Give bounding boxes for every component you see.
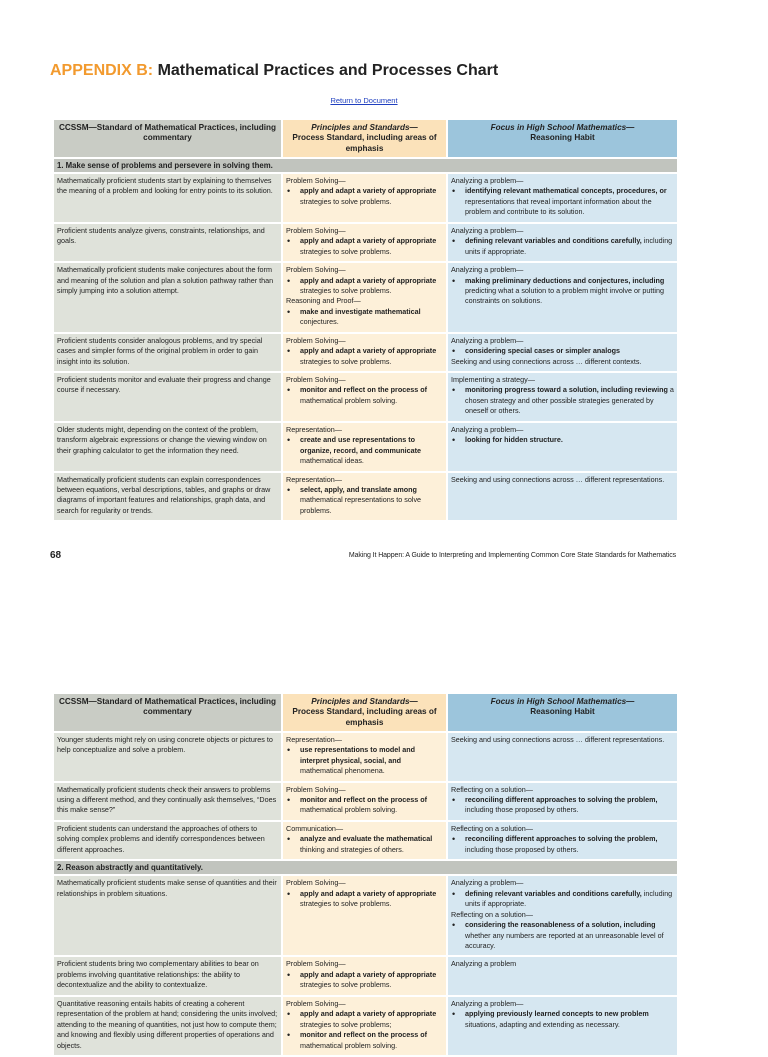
table-row [54, 473, 677, 521]
process-standard-cell [283, 733, 446, 781]
practices-table-2 [52, 692, 679, 1057]
reasoning-habit-cell [448, 957, 677, 994]
header-principles: Principles and Standards— Process Standard, including areas of emphasis [283, 694, 446, 731]
bullet-item [286, 1030, 443, 1051]
bullet-item [451, 889, 674, 910]
bullet-bold-text: use representations to model and interpret physical, social, and [300, 745, 416, 765]
reasoning-habit-cell [448, 473, 677, 521]
bullet-bold-text: apply and adapt a variety of appropriate [300, 275, 437, 285]
category-label: Analyzing a problem— [451, 265, 524, 275]
bullet-bold-text: monitor and reflect on the process of [300, 1030, 427, 1040]
category-label: Reflecting on a solution— [451, 909, 533, 919]
category-label: Problem Solving— [286, 959, 346, 969]
bullet-text: including those proposed by others. [465, 844, 579, 854]
bullet-bold-text: apply and adapt a variety of appropriate [300, 186, 437, 196]
title-text: Mathematical Practices and Processes Chart [157, 62, 499, 79]
category-label: Reflecting on a solution— [451, 784, 533, 794]
section-header-row [54, 159, 677, 172]
commentary-text: Mathematically proficient students start by explaining to themselves the meaning of a problem and looking for entry points to its solution. [57, 176, 273, 196]
header-focus: Focus in High School Mathematics— Reasoning Habit [448, 694, 677, 731]
process-standard-cell [283, 373, 446, 421]
bullet-text: including units if appropriate. [465, 888, 673, 909]
process-standard-cell [283, 224, 446, 261]
practice-commentary-cell [54, 423, 281, 471]
bullet-item [286, 346, 443, 367]
category-label: Analyzing a problem— [451, 335, 524, 345]
bullet-bold-text: defining relevant variables and conditions carefully, [465, 236, 642, 246]
bullet-bold-text: create and use representations to organize, record, and communicate [300, 435, 422, 455]
process-standard-cell [283, 783, 446, 820]
reasoning-habit-cell [448, 733, 677, 781]
commentary-text: Older students might, depending on the context of the problem, transform algebraic expressions or change the viewing window on their graphing calculator to get the information they need. [57, 424, 267, 455]
bullet-item [286, 970, 443, 991]
practice-commentary-cell [54, 224, 281, 261]
bullet-item [286, 186, 443, 207]
category-label: Analyzing a problem— [451, 998, 524, 1008]
page-title [50, 62, 498, 80]
page-number: 68 [50, 550, 62, 561]
bullet-text: strategies to solve problems. [300, 246, 392, 256]
reasoning-habit-cell [448, 224, 677, 261]
practice-commentary-cell [54, 876, 281, 955]
bullet-item [286, 1009, 443, 1030]
table-row [54, 997, 677, 1055]
bullet-text: whether any numbers are reported at an unreasonable level of accuracy. [465, 930, 664, 951]
commentary-text: Mathematically proficient students can explain correspondences between equations, verbal descriptions, tables, and graphs or draw diagrams of important features and relationships, graph data, and search for regularity or trends. [57, 474, 271, 515]
section-title: 1. Make sense of problems and persevere in solving them. [54, 159, 677, 172]
bullet-text: mathematical problem solving. [300, 1040, 398, 1050]
bullet-bold-text: considering the reasonableness of a solution, including [465, 920, 656, 930]
header-ccssm: CCSSM—Standard of Mathematical Practices, including commentary [54, 694, 281, 731]
bullet-item [286, 795, 443, 816]
category-label: Problem Solving— [286, 265, 346, 275]
category-label: Reasoning and Proof— [286, 296, 361, 306]
table-row [54, 876, 677, 955]
bullet-text: thinking and strategies of others. [300, 844, 404, 854]
bullet-item [286, 834, 443, 855]
category-label: Analyzing a problem— [451, 225, 524, 235]
category-label: Implementing a strategy— [451, 375, 535, 385]
bullet-bold-text: reconciling different approaches to solving the problem, [465, 794, 658, 804]
table-row [54, 263, 677, 332]
process-standard-cell [283, 822, 446, 859]
bullet-item [286, 276, 443, 297]
bullet-text: strategies to solve problems. [300, 980, 392, 990]
table-row [54, 957, 677, 994]
bullet-item [286, 307, 443, 328]
commentary-text: Mathematically proficient students check their answers to problems using a different method, and they continually ask themselves, “Does this make sense?” [57, 784, 277, 815]
reasoning-habit-cell [448, 997, 677, 1055]
bullet-item [451, 236, 674, 257]
section-header-row [54, 861, 677, 874]
bullet-item [286, 236, 443, 257]
category-label: Analyzing a problem— [451, 176, 524, 186]
bullet-bold-text: apply and adapt a variety of appropriate [300, 969, 437, 979]
process-standard-cell [283, 334, 446, 371]
practice-commentary-cell [54, 373, 281, 421]
category-label: Analyzing a problem [451, 959, 517, 969]
category-label: Analyzing a problem— [451, 878, 524, 888]
section-title: 2. Reason abstractly and quantitatively. [54, 861, 677, 874]
practice-commentary-cell [54, 334, 281, 371]
bullet-bold-text: make and investigate mathematical [300, 306, 421, 316]
bullet-item [451, 346, 674, 356]
bullet-text: predicting what a solution to a problem might involve or putting constraints on solutions. [465, 285, 664, 306]
process-standard-cell [283, 263, 446, 332]
commentary-text: Proficient students consider analogous problems, and try special cases and simpler forms of the original problem in order to gain insight into its solution. [57, 335, 263, 366]
commentary-text: Mathematically proficient students make conjectures about the form and meaning of the solution and plan a solution pathway rather than simply jumping into a solution attempt. [57, 265, 274, 295]
bullet-text: situations, adapting and extending as necessary. [465, 1019, 620, 1029]
practice-commentary-cell [54, 957, 281, 994]
bullet-item [451, 276, 674, 307]
appendix-label: APPENDIX B: [50, 62, 154, 79]
bullet-text: including those proposed by others. [465, 805, 579, 815]
category-label: Problem Solving— [286, 176, 346, 186]
reasoning-habit-cell [448, 174, 677, 222]
practice-commentary-cell [54, 174, 281, 222]
category-label: Problem Solving— [286, 878, 346, 888]
reasoning-habit-cell [448, 334, 677, 371]
category-label: Representation— [286, 474, 342, 484]
bullet-bold-text: defining relevant variables and conditions carefully, [465, 888, 642, 898]
commentary-text: Proficient students analyze givens, constraints, relationships, and goals. [57, 225, 265, 246]
table-row [54, 174, 677, 222]
category-label: Seeking and using connections across … different contexts. [451, 356, 642, 366]
bullet-bold-text: considering special cases or simpler analogs [465, 346, 620, 356]
commentary-text: Proficient students can understand the approaches of others to solving complex problems and identify correspondences between different approaches. [57, 823, 265, 854]
bullet-item [451, 435, 674, 445]
reasoning-habit-cell [448, 876, 677, 955]
commentary-text: Proficient students bring two complementary abilities to bear on problems involving quantitative relationships: the ability to decontextualize and the ability to contextualize. [57, 959, 259, 990]
bullet-item [286, 485, 443, 516]
bullet-bold-text: analyze and evaluate the mathematical [300, 834, 433, 844]
practice-commentary-cell [54, 783, 281, 820]
bullet-item [286, 385, 443, 406]
category-label: Problem Solving— [286, 375, 346, 385]
bullet-bold-text: applying previously learned concepts to new problem [465, 1009, 649, 1019]
table-row [54, 822, 677, 859]
category-label: Reflecting on a solution— [451, 823, 533, 833]
bullet-item [451, 795, 674, 816]
bullet-text: mathematical representations to solve problems. [300, 495, 422, 515]
bullet-text: mathematical problem solving. [300, 805, 398, 815]
category-label: Communication— [286, 823, 344, 833]
bullet-bold-text: apply and adapt a variety of appropriate [300, 236, 437, 246]
category-label: Problem Solving— [286, 335, 346, 345]
bullet-text: conjectures. [300, 317, 339, 327]
table-row [54, 373, 677, 421]
bullet-bold-text: apply and adapt a variety of appropriate [300, 346, 437, 356]
bullet-item [451, 920, 674, 951]
bullet-text: mathematical phenomena. [300, 766, 385, 776]
header-focus: Focus in High School Mathematics— Reasoning Habit [448, 120, 677, 157]
reasoning-habit-cell [448, 423, 677, 471]
bullet-item [451, 186, 674, 217]
bullet-bold-text: monitoring progress toward a solution, including reviewing [465, 385, 668, 395]
bullet-text: strategies to solve problems. [300, 285, 392, 295]
table-row [54, 733, 677, 781]
reasoning-habit-cell [448, 373, 677, 421]
practice-commentary-cell [54, 733, 281, 781]
commentary-text: Younger students might rely on using concrete objects or pictures to help conceptualize and solve a problem. [57, 734, 273, 755]
category-label: Problem Solving— [286, 998, 346, 1008]
bullet-bold-text: identifying relevant mathematical concepts, procedures, or [465, 186, 667, 196]
table-row [54, 224, 677, 261]
commentary-text: Quantitative reasoning entails habits of creating a coherent representation of the problem at hand; considering the units involved; attending to the meaning of quantities, not just how to compute them; and knowing and flexibly using different properties of operations and objects. [57, 998, 278, 1050]
bullet-item [451, 834, 674, 855]
bullet-item [451, 1009, 674, 1030]
process-standard-cell [283, 473, 446, 521]
bullet-item [286, 745, 443, 776]
bullet-item [286, 435, 443, 466]
header-principles: Principles and Standards— Process Standard, including areas of emphasis [283, 120, 446, 157]
bullet-bold-text: select, apply, and translate among [300, 484, 417, 494]
reasoning-habit-cell [448, 822, 677, 859]
category-label: Problem Solving— [286, 225, 346, 235]
bullet-item [286, 889, 443, 910]
bullet-text: strategies to solve problems. [300, 899, 392, 909]
process-standard-cell [283, 957, 446, 994]
reasoning-habit-cell [448, 783, 677, 820]
bullet-text: representations that reveal important information about the problem and contribute to its solution. [465, 196, 652, 217]
bullet-text: a chosen strategy and other possible strategies generated by oneself or others. [465, 385, 674, 416]
return-to-document-link[interactable]: Return to Document [330, 96, 398, 105]
bullet-bold-text: monitor and reflect on the process of [300, 385, 427, 395]
bullet-bold-text: apply and adapt a variety of appropriate [300, 888, 437, 898]
table-row [54, 334, 677, 371]
footer-title: Making It Happen: A Guide to Interpreting and Implementing Common Core State Standards for Mathematics [348, 552, 676, 559]
category-label: Analyzing a problem— [451, 424, 524, 434]
process-standard-cell [283, 997, 446, 1055]
reasoning-habit-cell [448, 263, 677, 332]
category-label: Problem Solving— [286, 784, 346, 794]
table-row [54, 783, 677, 820]
bullet-bold-text: reconciling different approaches to solving the problem, [465, 834, 658, 844]
bullet-bold-text: making preliminary deductions and conjectures, including [465, 275, 665, 285]
process-standard-cell [283, 174, 446, 222]
category-label: Representation— [286, 424, 342, 434]
commentary-text: Mathematically proficient students make sense of quantities and their relationships in problem situations. [57, 878, 277, 898]
bullet-text: strategies to solve problems. [300, 196, 392, 206]
bullet-text: mathematical problem solving. [300, 395, 398, 405]
bullet-text: strategies to solve problems; [300, 1019, 392, 1029]
bullet-bold-text: apply and adapt a variety of appropriate [300, 1009, 437, 1019]
category-label: Seeking and using connections across … different representations. [451, 734, 665, 744]
table-row [54, 423, 677, 471]
bullet-bold-text: monitor and reflect on the process of [300, 794, 427, 804]
bullet-text: strategies to solve problems. [300, 356, 392, 366]
practice-commentary-cell [54, 473, 281, 521]
practice-commentary-cell [54, 263, 281, 332]
bullet-bold-text: looking for hidden structure. [465, 435, 563, 445]
header-ccssm: CCSSM—Standard of Mathematical Practices, including commentary [54, 120, 281, 157]
category-label: Seeking and using connections across … different representations. [451, 474, 665, 484]
practices-table-1 [52, 118, 679, 522]
bullet-item [451, 385, 674, 416]
category-label: Representation— [286, 734, 342, 744]
commentary-text: Proficient students monitor and evaluate their progress and change course if necessary. [57, 375, 271, 395]
practice-commentary-cell [54, 997, 281, 1055]
bullet-text: mathematical ideas. [300, 456, 364, 466]
process-standard-cell [283, 876, 446, 955]
process-standard-cell [283, 423, 446, 471]
bullet-text: including units if appropriate. [465, 236, 673, 256]
practice-commentary-cell [54, 822, 281, 859]
